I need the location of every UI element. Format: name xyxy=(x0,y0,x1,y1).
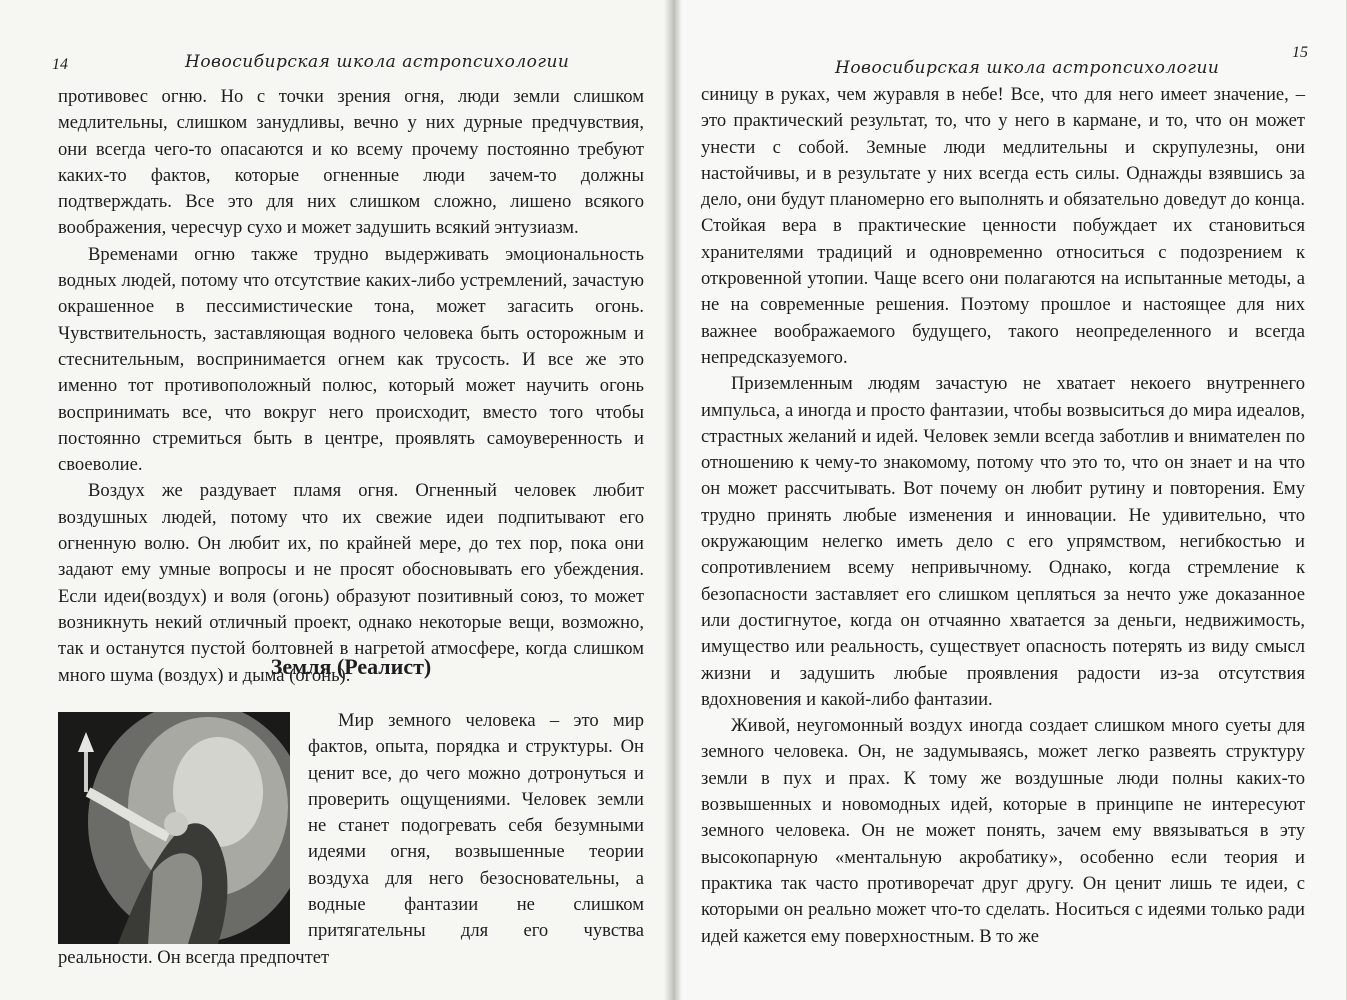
left-body-text xyxy=(58,84,644,689)
figure-paragraph: Мир земного человека – это мир фактов, опыта, порядка и структуры. Он ценит все, до чего можно дотронуться и проверить ощущениями. Человек земли не станет подогревать себя безумными идеями огня, возвышенные теории воздуха для него безосновательны, а водные фантазии не слишком притягательны для его чувства реальности. Он всегда предпочтет xyxy=(58,710,644,968)
right-page xyxy=(673,0,1346,1000)
book-gutter xyxy=(664,0,682,1000)
right-body-text xyxy=(701,82,1305,950)
left-paragraph-1: противовес огню. Но с точки зрения огня, люди земли слишком медлительны, слишком занудливы, вечно у них дурные предчувствия, они всегда чего-то опасаются и ко всему прочему постоянно требуют каких-то фактов, которые огненные люди зачем-то должны подтверждать. Все это для них слишком сложно, лишено всякого воображения, чересчур сухо и может задушить всякий энтузиазм. xyxy=(58,86,644,239)
right-paragraph-3: Живой, неугомонный воздух иногда создает слишком много суеты для земного человека. Он, не задумываясь, может легко развеять структуру земли в пух и прах. К тому же воздушные люди полны каких-то возвышенных и новомодных идей, которые в принципе не интересуют земного человека. Он не может понять, зачем ему ввязываться в эту высокопарную «ментальную акробатику», особенно если теория и практика так часто противоречат друг другу. Он ценит лишь те идеи, с которыми он реально может что-то сделать. Носиться с идеями только ради идей кажется ему поверхностным. В то же xyxy=(701,715,1305,947)
right-paragraph-2: Приземленным людям зачастую не хватает некоего внутреннего импульса, а иногда и просто фантазии, чтобы возвыситься до мира идеалов, страстных желаний и идей. Человек земли всегда заботлив и внимателен по отношению к чему-то знакомому, потому что это то, что он знает и на что он может рассчитывать. Вот почему он любит рутину и повторения. Ему трудно принять любые изменения и инновации. Не удивительно, что окружающим нелегко иметь дело с его упрямством, негибкостью и сопротивлением всему непривычному. Однако, когда стремление к безопасности заставляет его слишком цепляться за нечто уже доказанное или достигнутое, когда он отчаянно хватается за деньги, недвижимость, имущество или реальность, существует опасность потерять из виду смысл жизни и задушить любые проявления радости из-за отсутствия вдохновения и какой-либо фантазии. xyxy=(701,373,1305,710)
left-page xyxy=(0,0,673,1000)
right-running-head: Новосибирская школа астропсихологии xyxy=(835,58,1220,78)
left-paragraph-2: Временами огню также трудно выдерживать эмоциональность водных людей, потому что отсутствие каких-либо устремлений, зачастую окрашенное в пессимистические тона, может загасить огонь. Чувствительность, заставляющая водного человека быть осторожным и стеснительным, воспринимается огнем как трусость. И все же это именно тот противоположный полюс, который может научить огонь воспринимать все, что вокруг него происходит, вместо того чтобы постоянно стремиться быть в центре, проявлять самоуверенность и своеволие. xyxy=(58,243,644,476)
figure-icon xyxy=(58,712,290,944)
illustration-image xyxy=(58,712,290,944)
figure-block xyxy=(58,708,644,971)
left-running-head: Новосибирская школа астропсихологии xyxy=(185,52,570,72)
right-page-number: 15 xyxy=(1292,44,1308,61)
right-paragraph-1: синицу в руках, чем журавля в небе! Все, что для него имеет значение, – это практический результат, то, что у него в кармане, и то, что он может унести с собой. Земные люди медлительны и скрупулезны, они настойчивы, и в результате у них всегда есть силы. Однажды взявшись за дело, они будут планомерно его выполнять и обязательно доведут до конца. Стойкая вера в практические ценности побуждает их становиться хранителями традиций и одновременно относиться с подозрением к откровенной утопии. Чаще всего они полагаются на испытанные методы, а не на современные решения. Поэтому прошлое и настоящее для них важнее воображаемого будущего, такого неопределенного и всегда непредсказуемого. xyxy=(701,84,1305,368)
left-page-number: 14 xyxy=(52,56,68,73)
section-heading: Земля (Реалист) xyxy=(270,654,432,679)
left-paragraph-3: Воздух же раздувает пламя огня. Огненный человек любит воздушных людей, потому что их свежие идеи подпитывают его огненную волю. Он любит их, по крайней мере, до тех пор, пока они задают ему умные вопросы и не просят обосновывать его убеждения. Если идеи(воздух) и воля (огонь) образуют позитивный союз, то может возникнуть некий отличный проект, однако некоторые вещи, возможно, так и останутся пустой болтовней в нагретой атмосфере, когда слишком много шума (воздух) и дыма (огонь). xyxy=(58,480,644,686)
